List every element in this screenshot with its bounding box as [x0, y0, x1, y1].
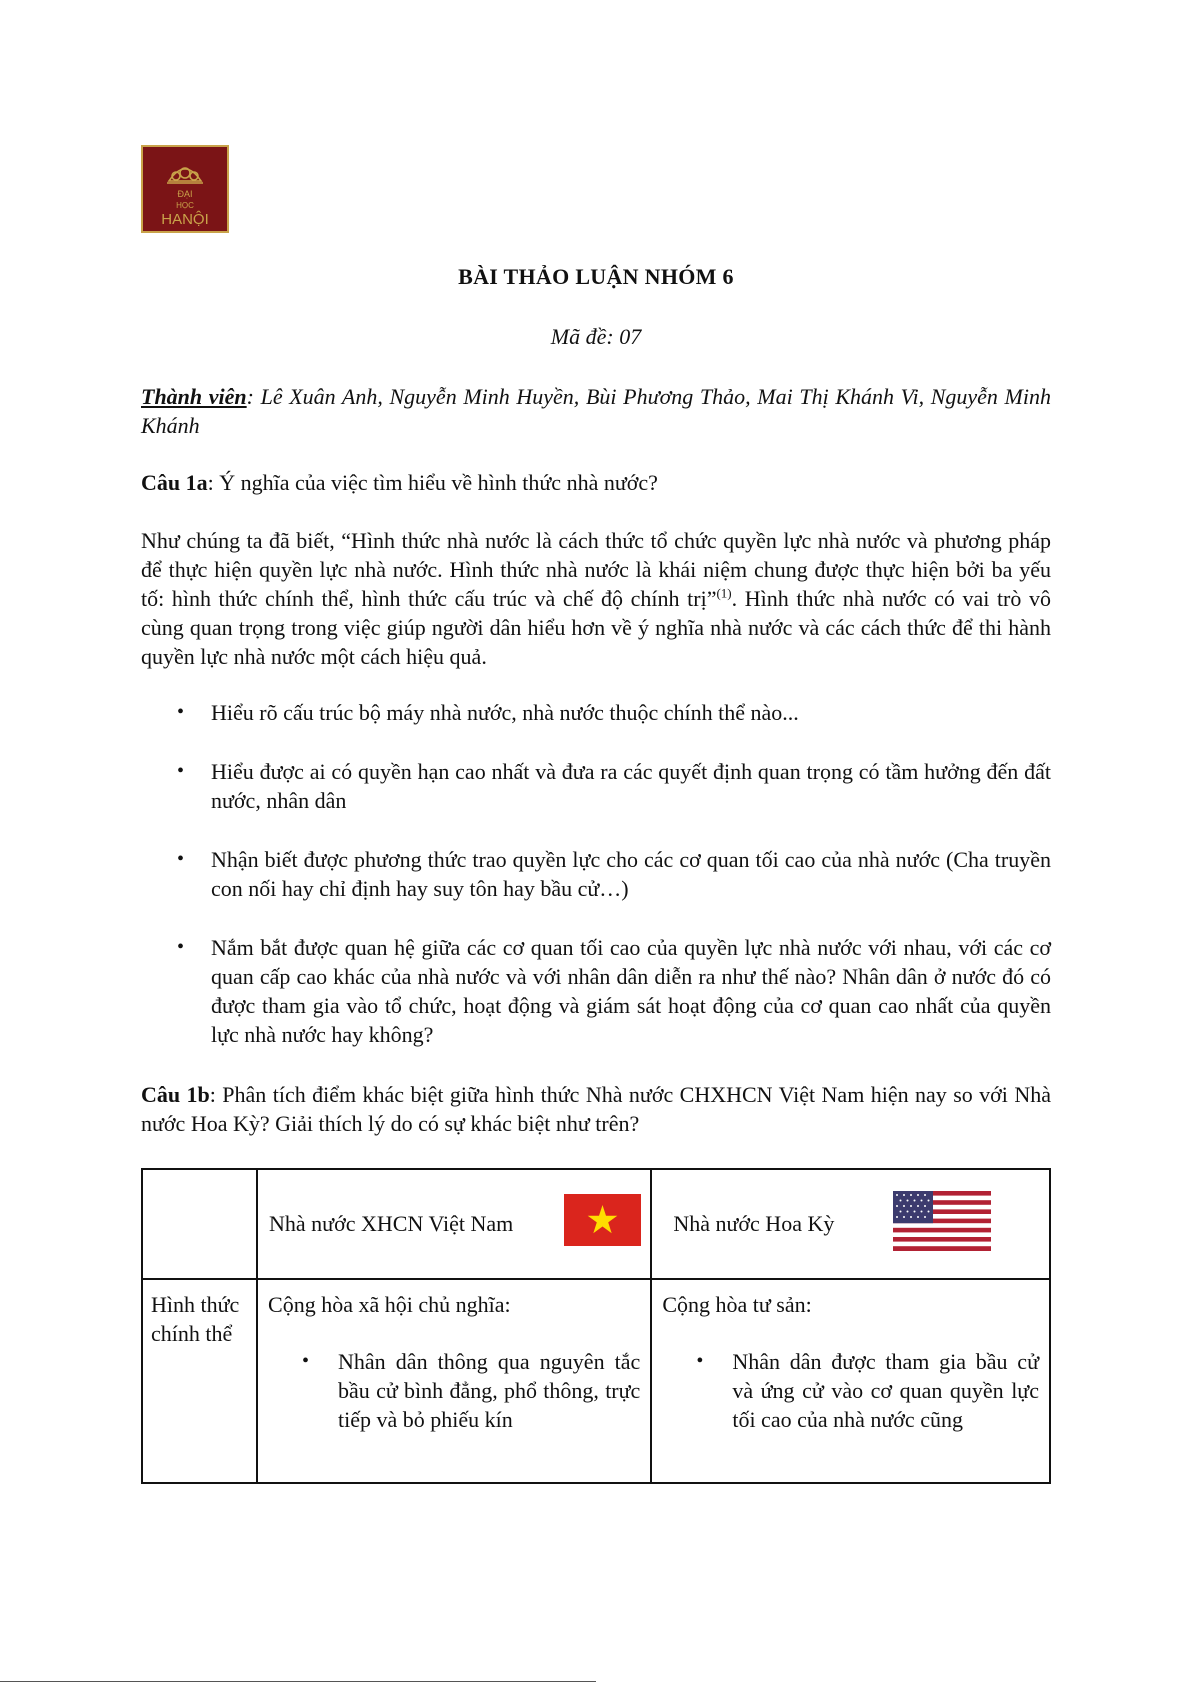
topic-code: Mã đề: 07 — [550, 324, 642, 349]
usa-regime-title: Cộng hòa tư sản: — [662, 1292, 812, 1317]
vietnam-flag-icon — [564, 1194, 641, 1246]
vietnam-regime-point: Nhân dân thông qua nguyên tắc bầu cử bình đẳng, phổ thông, trực tiếp và bỏ phiếu kín — [338, 1349, 641, 1432]
usa-flag-icon — [893, 1191, 991, 1251]
bullet-icon: • — [177, 701, 185, 723]
page-title: BÀI THẢO LUẬN NHÓM 6 — [458, 264, 734, 289]
table-header-row — [142, 1169, 1050, 1279]
footnote-ref: (1) — [716, 585, 732, 601]
list-item — [141, 933, 1051, 1049]
question-1a-label: Câu 1a — [141, 470, 208, 495]
meaning-list — [141, 698, 1051, 1079]
list-item — [662, 1347, 1039, 1434]
list-item-text: Hiểu rõ cấu trúc bộ máy nhà nước, nhà nước thuộc chính thể nào... — [211, 700, 799, 725]
vietnam-content-cell — [257, 1279, 651, 1483]
members-label: Thành viên — [141, 384, 247, 409]
intro-text: Như chúng ta đã biết, “Hình thức nhà nước là cách thức tổ chức quyền lực nhà nước và phương pháp để thực hiện quyền lực nhà nước. Hình thức nhà nước là khái niệm chung được thực hiện bởi ba yếu tố: hình thức chính thể, hình thức cấu trúc và chế độ chính trị” — [141, 528, 1051, 611]
logo-text-1: ĐẠI — [177, 189, 193, 199]
usa-content-cell — [651, 1279, 1050, 1483]
bullet-icon: • — [177, 936, 185, 958]
list-item — [268, 1347, 640, 1434]
logo-text-3: HANỘI — [161, 211, 209, 228]
list-item — [141, 757, 1051, 815]
question-1a-text: : Ý nghĩa của việc tìm hiểu về hình thức nhà nước? — [207, 470, 658, 495]
list-item — [141, 698, 1051, 727]
bullet-icon: • — [302, 1350, 310, 1372]
list-item — [141, 845, 1051, 903]
list-item-text: Hiểu được ai có quyền hạn cao nhất và đưa ra các quyết định quan trọng có tầm hưởng đến đất nước, nhân dân — [211, 759, 1051, 813]
members-line — [141, 382, 1051, 440]
table-corner-cell — [142, 1169, 257, 1279]
bullet-icon: • — [177, 848, 185, 870]
intro-paragraph — [141, 526, 1051, 671]
question-1a — [141, 468, 1051, 497]
logo-text-2: HỌC — [176, 201, 194, 210]
intro-text-end: . Hình thức nhà nước có vai trò vô cùng quan trọng trong việc giúp người dân hiểu hơn về ý nghĩa nhà nước và các cách thức để thi hành quyền lực nhà nước một cách hiệu quả. — [141, 586, 1051, 669]
usa-header-label: Nhà nước Hoa Kỳ — [673, 1211, 835, 1236]
vietnam-regime-title: Cộng hòa xã hội chủ nghĩa: — [268, 1292, 511, 1317]
vietnam-header-label: Nhà nước XHCN Việt Nam — [269, 1211, 514, 1236]
university-logo — [141, 145, 229, 233]
question-1b-label: Câu 1b — [141, 1082, 210, 1107]
list-item-text: Nhận biết được phương thức trao quyền lực cho các cơ quan tối cao của nhà nước (Cha truyền con nối hay chỉ định hay suy tôn hay bầu cử…) — [211, 847, 1051, 901]
row-label-cell: Hình thức chính thể — [142, 1279, 257, 1483]
question-1b — [141, 1080, 1051, 1138]
footnote-separator — [0, 1681, 596, 1682]
vietnam-header-cell — [257, 1169, 651, 1279]
bullet-icon: • — [177, 760, 185, 782]
comparison-table — [141, 1168, 1051, 1484]
bullet-icon: • — [696, 1350, 704, 1372]
question-1b-text: : Phân tích điểm khác biệt giữa hình thức Nhà nước CHXHCN Việt Nam hiện nay so với Nhà nước Hoa Kỳ? Giải thích lý do có sự khác biệt như trên? — [141, 1082, 1051, 1136]
logo-emblem-icon — [143, 147, 227, 231]
list-item-text: Nắm bắt được quan hệ giữa các cơ quan tối cao của quyền lực nhà nước với nhau, với các cơ quan cấp cao khác của nhà nước và với nhân dân diễn ra như thế nào? Nhân dân ở nước đó có được tham gia vào tổ chức, hoạt động và giám sát hoạt động của cơ quan cao nhất của quyền lực nhà nước hay không? — [211, 935, 1051, 1047]
usa-header-cell — [651, 1169, 1050, 1279]
table-row — [142, 1279, 1050, 1483]
usa-regime-point: Nhân dân được tham gia bầu cử và ứng cử vào cơ quan quyền lực tối cao của nhà nước cũng — [732, 1349, 1039, 1432]
members-names: : Lê Xuân Anh, Nguyễn Minh Huyền, Bùi Phương Thảo, Mai Thị Khánh Vi, Nguyễn Minh Khánh — [141, 384, 1051, 438]
